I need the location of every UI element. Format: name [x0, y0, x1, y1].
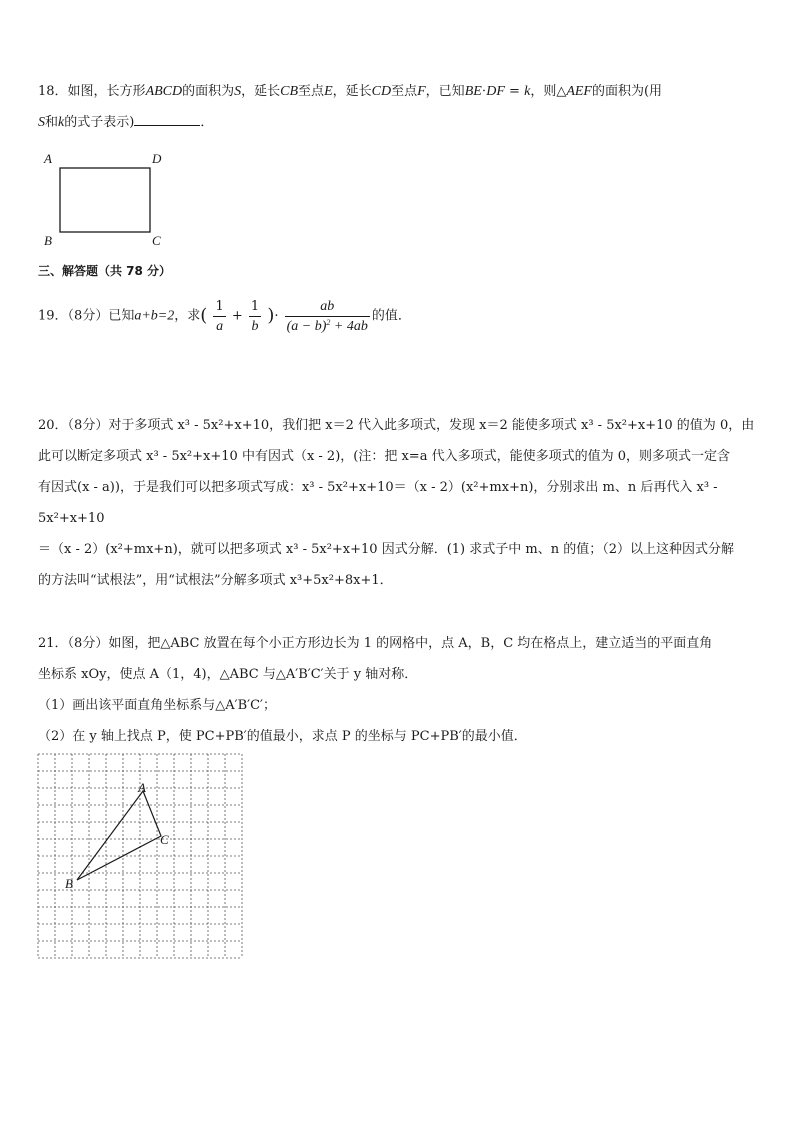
question-21: 21．（8分）如图，把△ABC 放置在每个小正方形边长为 1 的网格中，点 A，B，C 均在格点上，建立适当的平面直角 坐标系 xOy，使点 A（1，4)，△ABC 与△A′B′C′关于 y 轴对称． （1）画出该平面直角坐标系与△A′B′C′； （2）在 y 轴上找点 P，使 PC+PB′的值最小，求点 P 的坐标与 PC+PB′的最小值． [38, 636, 713, 744]
label-b: B [44, 233, 52, 248]
rectangle-abcd [60, 168, 150, 232]
question-18: 18．如图，长方形ABCD的面积为S，延长CB至点E，延长CD至点F，已知BE⋅DF = k，则△AEF的面积为(用 S和k的式子表示) ． [38, 84, 663, 130]
fraction-ab: $\frac{ab}{(a - b)^2 + 4ab}$ [286, 298, 368, 334]
grid-label-a: A [138, 780, 146, 795]
fraction-1-over-b: $\frac{1}{b}$ [250, 298, 260, 334]
question-19: 19．（8分）已知a+b=2，求( $\frac{1}{a}$ + $\frac{1}{b}$ )· $\frac{ab}{(a - b)^2 + 4ab}$ 的值． [38, 298, 411, 334]
fraction-1-over-a: $\frac{1}{a}$ [215, 298, 224, 334]
grid-label-c: C [160, 832, 169, 847]
section-heading: 三、解答题（共 78 分） [38, 264, 172, 278]
label-d: D [152, 151, 162, 166]
label-a: A [44, 151, 52, 166]
dot-glyph: ⋅ [481, 84, 487, 99]
answer-blank [134, 111, 200, 126]
grid-figure [36, 752, 244, 960]
q18-number: 18． [38, 84, 68, 99]
question-20: 20．（8分）对于多项式 x³ - 5x²+x+10，我们把 x＝2 代入此多项式，发现 x＝2 能使多项式 x³ - 5x²+x+10 的值为 0，由 此可以断定多项式 x³ - 5x²+x+10 中有因式（x - 2)，(注：把 x=a 代入多项式，能使多项式的值为 0，则多项式一定含 有因式(x - a))，于是我们可以把多项式写成：x³ - 5x²+x+10＝（x - 2）(x²+mx+n)，分别求出 m、n 后再代入 x³ - 5x²+x+10 ＝（x - 2）(x²+mx+n)，就可以把多项式 x³ - 5x²+x+10 因式分解．(1) 求式子中 m、n 的值；（2）以上这种因式分解 的方法叫“试根法”，用“试根法”分解多项式 x³+5x²+8x+1． [38, 418, 755, 588]
label-c: C [152, 233, 161, 248]
rectangle-figure [38, 148, 178, 250]
grid-label-b: B [65, 876, 73, 891]
triangle-abc [77, 791, 161, 880]
triangle-glyph: △ [556, 84, 567, 99]
